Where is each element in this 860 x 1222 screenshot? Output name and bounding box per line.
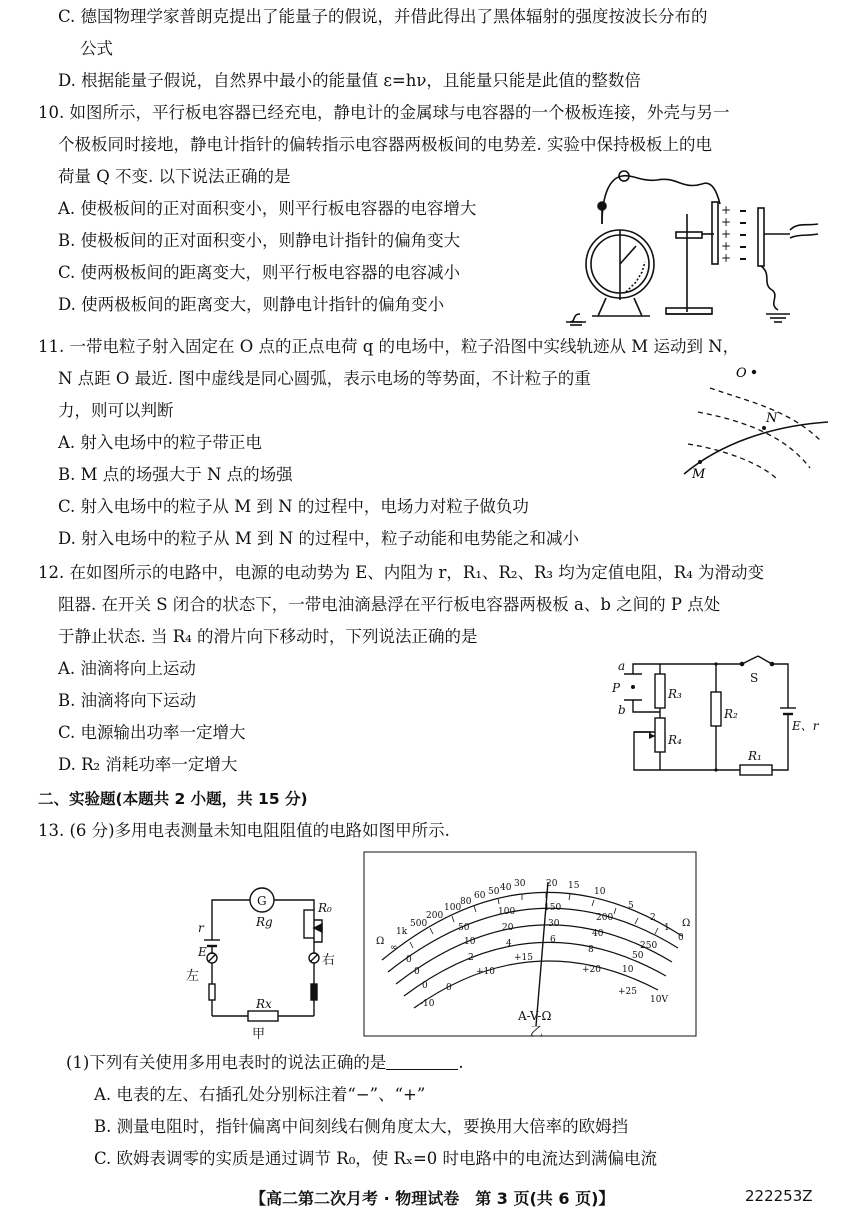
q11-option-d: D. 射入电场中的粒子从 M 到 N 的过程中，粒子动能和电势能之和减小 — [58, 529, 579, 548]
q11-label-m: M — [692, 467, 706, 482]
q12-option-d: D. R₂ 消耗功率一定增大 — [58, 755, 238, 774]
q10-option-a: A. 使极板间的正对面积变小，则平行板电容器的电容增大 — [58, 199, 477, 218]
q12-label-r3: R₃ — [668, 687, 682, 701]
svg-text:100: 100 — [444, 903, 462, 913]
section-title-experiment: 二、实验题(本题共 2 小题，共 15 分) — [38, 790, 308, 808]
svg-text:8: 8 — [588, 945, 594, 955]
svg-text:-10: -10 — [420, 999, 435, 1009]
page-footer-title: 【高二第二次月考 · 物理试卷 第 3 页(共 6 页)】 — [250, 1189, 615, 1208]
svg-text:250: 250 — [640, 941, 658, 951]
q11-figure-equipotential — [680, 360, 830, 480]
svg-text:200: 200 — [596, 913, 614, 923]
svg-text:+: + — [721, 227, 732, 241]
svg-text:10: 10 — [464, 937, 476, 947]
q10-stem-line2: 个极板同时接地，静电计指针的偏转指示电容器两极板间的电势差. 实验中保持极板上的电 — [58, 135, 712, 154]
q12-stem-line1: 12. 在如图所示的电路中，电源的电动势为 E、内阻为 r，R₁、R₂、R₃ 均为定值电阻，R₄ 为滑动变 — [38, 563, 765, 582]
q13-sub1-end: . — [458, 1053, 464, 1072]
svg-text:+: + — [721, 203, 732, 217]
q10-stem-line3: 荷量 Q 不变. 以下说法正确的是 — [58, 167, 291, 186]
q12-stem-line3: 于静止状态. 当 R₄ 的滑片向下移动时，下列说法正确的是 — [58, 627, 478, 646]
q9-option-c-line2: 公式 — [80, 39, 113, 58]
svg-text:50: 50 — [632, 951, 644, 961]
q13-option-b: B. 测量电阻时，指针偏离中间刻线右侧角度太大，要换用大倍率的欧姆挡 — [94, 1117, 629, 1136]
svg-text:50: 50 — [458, 923, 470, 933]
q9-option-d: D. 根据能量子假说，自然界中最小的能量值 ε=hν，且能量只能是此值的整数倍 — [58, 71, 641, 90]
q10-figure-electroscope — [562, 164, 824, 326]
q12-label-er: E、r — [792, 719, 819, 733]
q13-figure-yi-meter — [360, 848, 700, 1040]
svg-text:40: 40 — [500, 883, 512, 893]
q13-stem: 13. (6 分)多用电表测量未知电阻阻值的电路如图甲所示. — [38, 821, 450, 840]
svg-text:+: + — [721, 215, 732, 229]
q12-figure-circuit — [612, 652, 828, 776]
q11-stem-line2: N 点距 O 最近. 图中虚线是同心圆弧，表示电场的等势面，不计粒子的重 — [58, 369, 591, 388]
svg-text:+10: +10 — [476, 967, 495, 977]
q13-option-c: C. 欧姆表调零的实质是通过调节 R₀，使 Rₓ=0 时电路中的电流达到满偏电流 — [94, 1149, 658, 1168]
svg-text:0: 0 — [406, 955, 412, 965]
svg-text:2: 2 — [650, 913, 656, 923]
svg-text:1k: 1k — [396, 927, 408, 937]
q13-label-rx: Rx — [256, 997, 272, 1011]
q12-label-a: a — [618, 659, 626, 673]
q10-option-c: C. 使两极板间的距离变大，则平行板电容器的电容减小 — [58, 263, 461, 282]
q10-option-b: B. 使极板间的正对面积变小，则静电计指针的偏角变大 — [58, 231, 461, 250]
q12-label-p: P — [612, 681, 621, 695]
q13-label-g: G — [257, 894, 267, 908]
q11-option-c: C. 射入电场中的粒子从 M 到 N 的过程中，电场力对粒子做负功 — [58, 497, 529, 516]
svg-text:0: 0 — [422, 981, 428, 991]
svg-text:100: 100 — [498, 907, 516, 917]
q12-option-c: C. 电源输出功率一定增大 — [58, 723, 246, 742]
q10-stem-line1: 10. 如图所示，平行板电容器已经充电，静电计的金属球与电容器的一个极板连接，外壳与另一 — [38, 103, 730, 122]
svg-text:10: 10 — [622, 965, 634, 975]
svg-text:+15: +15 — [514, 953, 533, 963]
svg-text:+: + — [721, 239, 732, 253]
svg-text:500: 500 — [410, 919, 428, 929]
q13-sub1-answer-blank[interactable] — [386, 1053, 458, 1070]
q13-sub1-text: (1)下列有关使用多用电表时的说法正确的是 — [66, 1053, 387, 1072]
q13-label-left: 左 — [186, 969, 200, 984]
svg-text:10: 10 — [594, 887, 606, 897]
q13-label-r: r — [198, 921, 204, 935]
q13-caption-jia: 甲 — [252, 1027, 266, 1042]
q10-option-d: D. 使两极板间的距离变大，则静电计指针的偏角变小 — [58, 295, 445, 314]
svg-text:30: 30 — [514, 879, 526, 889]
svg-text:40: 40 — [592, 929, 604, 939]
svg-text:80: 80 — [460, 897, 472, 907]
svg-text:1: 1 — [664, 923, 670, 933]
q12-label-r2: R₂ — [724, 707, 738, 721]
svg-text:∞: ∞ — [390, 943, 398, 953]
svg-text:20: 20 — [502, 923, 514, 933]
svg-text:2: 2 — [468, 953, 474, 963]
svg-text:15: 15 — [568, 881, 580, 891]
svg-text:60: 60 — [474, 891, 486, 901]
q12-label-r4: R₄ — [668, 733, 682, 747]
svg-text:+: + — [721, 251, 732, 265]
q13-caption-yi: 乙 — [530, 1025, 544, 1040]
q13-label-r0: R₀ — [318, 901, 332, 915]
q13-meter-label: A-V-Ω — [518, 1009, 552, 1023]
svg-text:20: 20 — [546, 879, 558, 889]
q13-label-e: E — [198, 945, 207, 959]
svg-text:5: 5 — [628, 901, 634, 911]
svg-text:0: 0 — [678, 933, 684, 943]
q12-label-b: b — [618, 703, 626, 717]
q11-option-b: B. M 点的场强大于 N 点的场强 — [58, 465, 293, 484]
q13-label-right: 右 — [322, 953, 336, 968]
svg-text:+20: +20 — [582, 965, 601, 975]
q9-option-c-line1: C. 德国物理学家普朗克提出了能量子的假说，并借此得出了黑体辐射的强度按波长分布的 — [58, 7, 708, 26]
q11-stem-line1: 11. 一带电粒子射入固定在 O 点的正点电荷 q 的电场中，粒子沿图中实线轨迹从 M 运动到 N， — [38, 337, 740, 356]
svg-text:10V: 10V — [650, 995, 668, 1005]
q13-label-rg: Rg — [256, 915, 273, 929]
q13-figure-jia-circuit — [186, 880, 346, 1044]
q12-option-b: B. 油滴将向下运动 — [58, 691, 197, 710]
svg-text:4: 4 — [506, 939, 512, 949]
q12-label-r1: R₁ — [748, 749, 762, 763]
svg-text:200: 200 — [426, 911, 444, 921]
svg-text:+25: +25 — [618, 987, 637, 997]
svg-text:0: 0 — [446, 983, 452, 993]
svg-text:Ω: Ω — [682, 918, 691, 929]
q12-option-a: A. 油滴将向上运动 — [58, 659, 196, 678]
q11-label-n: N — [766, 411, 778, 426]
q12-stem-line2: 阻器. 在开关 S 闭合的状态下，一带电油滴悬浮在平行板电容器两极板 a、b 之间的 P 点处 — [58, 595, 721, 614]
q13-sub1 — [66, 1052, 464, 1074]
svg-text:Ω: Ω — [376, 936, 385, 947]
svg-text:150: 150 — [544, 903, 562, 913]
svg-text:0: 0 — [414, 967, 420, 977]
q11-option-a: A. 射入电场中的粒子带正电 — [58, 433, 262, 452]
q12-label-s: S — [750, 671, 759, 685]
q11-stem-line3: 力，则可以判断 — [58, 401, 174, 420]
svg-text:30: 30 — [548, 919, 560, 929]
q11-label-o: O — [736, 366, 747, 381]
q13-option-a: A. 电表的左、右插孔处分别标注着“−”、“+” — [94, 1085, 426, 1104]
svg-text:6: 6 — [550, 935, 556, 945]
svg-text:50: 50 — [488, 887, 500, 897]
page-footer-code: 222253Z — [745, 1187, 813, 1205]
